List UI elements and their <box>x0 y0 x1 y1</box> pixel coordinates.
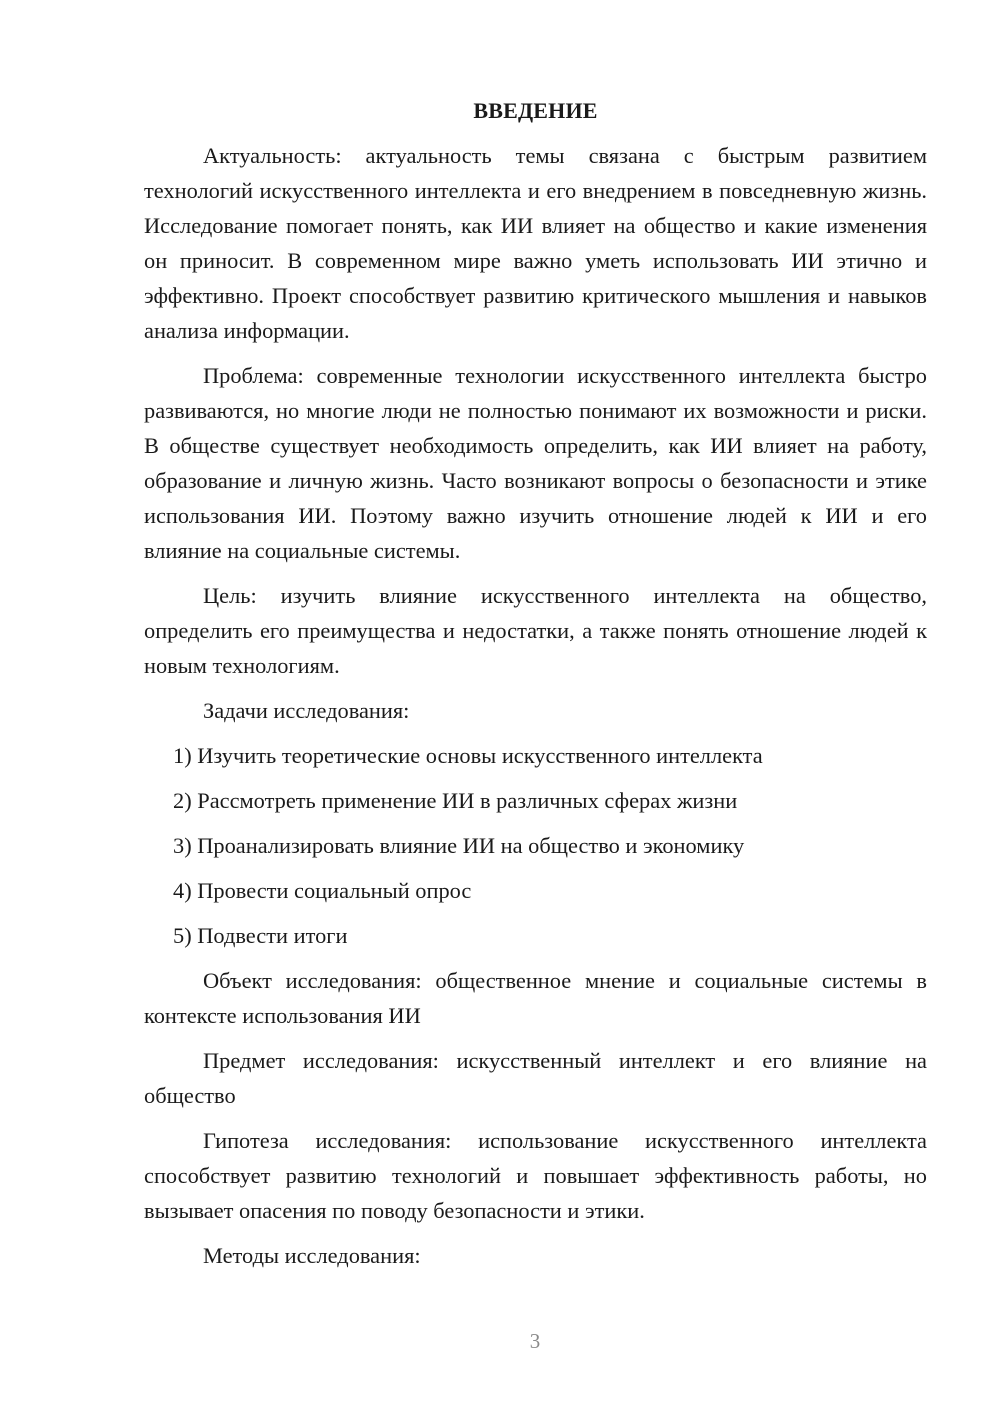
tasks-list <box>144 738 927 953</box>
task-item: 5) Подвести итоги <box>173 923 348 948</box>
goal-paragraph: Цель: изучить влияние искусственного интеллекта на общество, определить его преимущества и недостатки, а также понять отношение людей к новым технологиям. <box>144 583 927 678</box>
methods-title: Методы исследования: <box>203 1243 421 1268</box>
page-content <box>144 93 927 1283</box>
section-heading: ВВЕДЕНИЕ <box>473 98 598 123</box>
object-paragraph: Объект исследования: общественное мнение и социальные системы в контексте использования ИИ <box>144 968 927 1028</box>
relevance-paragraph: Актуальность: актуальность темы связана с быстрым развитием технологий искусственного интеллекта и его внедрением в повседневную жизнь. Исследование помогает понять, как ИИ влияет на общество и какие изменения он приносит. В современном мире важно уметь использовать ИИ этично и эффективно. Проект способствует развитию критического мышления и навыков анализа информации. <box>144 143 927 343</box>
task-item: 1) Изучить теоретические основы искусственного интеллекта <box>173 743 763 768</box>
task-item: 4) Провести социальный опрос <box>173 878 472 903</box>
task-item: 2) Рассмотреть применение ИИ в различных сферах жизни <box>173 788 738 813</box>
page-number: 3 <box>529 1329 541 1353</box>
tasks-title: Задачи исследования: <box>203 698 410 723</box>
subject-paragraph: Предмет исследования: искусственный интеллект и его влияние на общество <box>144 1048 927 1108</box>
hypothesis-paragraph: Гипотеза исследования: использование искусственного интеллекта способствует развитию технологий и повышает эффективность работы, но вызывает опасения по поводу безопасности и этики. <box>144 1128 927 1223</box>
task-item: 3) Проанализировать влияние ИИ на общество и экономику <box>173 833 745 858</box>
problem-paragraph: Проблема: современные технологии искусственного интеллекта быстро развиваются, но многие люди не полностью понимают их возможности и риски. В обществе существует необходимость определить, как ИИ влияет на работу, образование и личную жизнь. Часто возникают вопросы о безопасности и этике использования ИИ. Поэтому важно изучить отношение людей к ИИ и его влияние на социальные системы. <box>144 363 927 563</box>
